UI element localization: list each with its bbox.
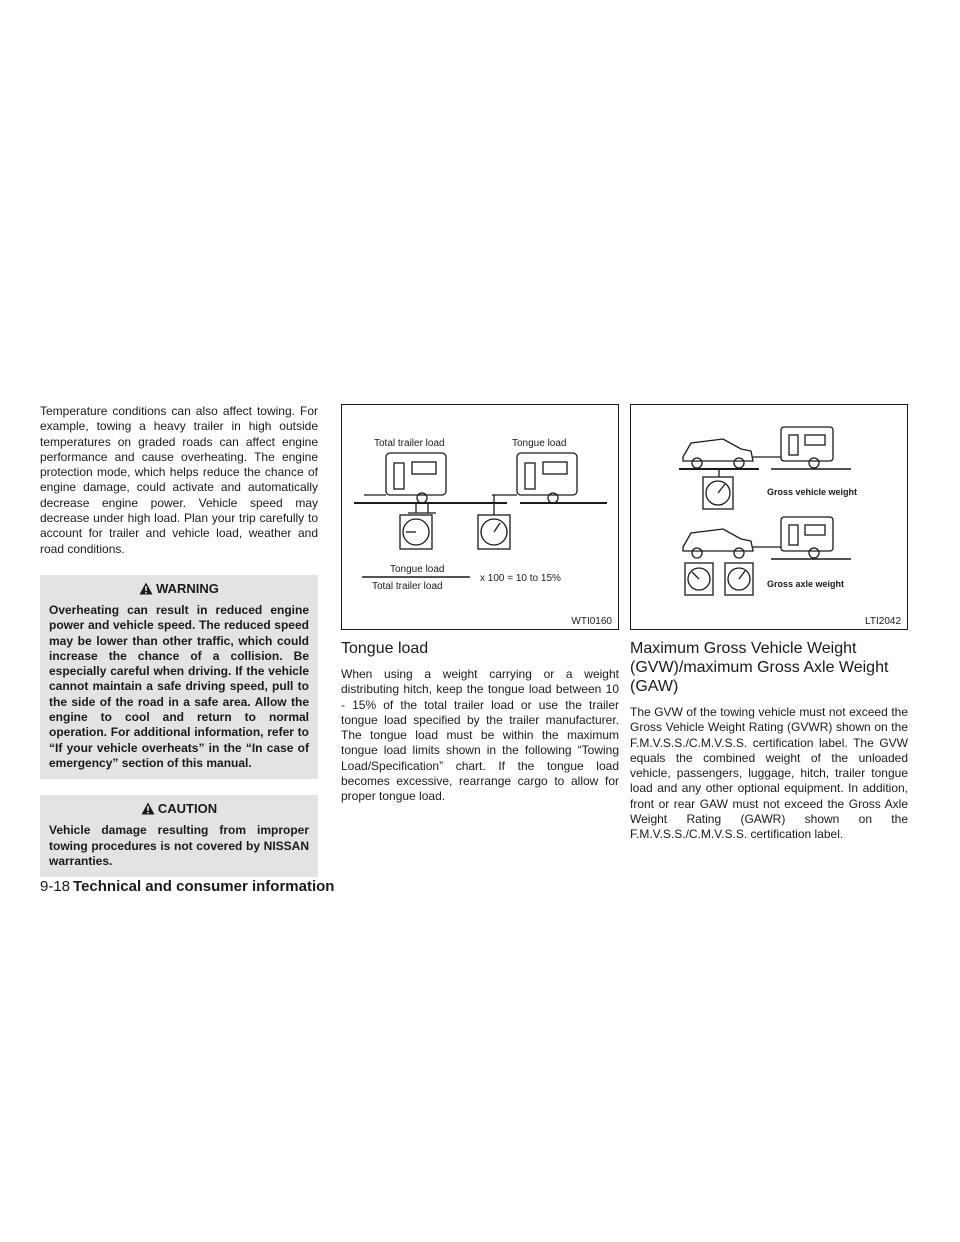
gross-weight-illustration [631, 405, 907, 629]
left-column [40, 404, 318, 877]
tongue-load-illustration [342, 405, 618, 629]
caution-text: Vehicle damage resulting from improper towing procedures is not covered by NISSAN warranties. [49, 823, 309, 868]
section-title: Technical and consumer information [73, 878, 335, 895]
caution-heading [49, 801, 309, 816]
gross-vehicle-weight-label: Gross vehicle weight [767, 487, 858, 497]
warning-heading [49, 581, 309, 596]
warning-text: Overheating can result in reduced engine power and vehicle speed. The reduced speed may be lower than other traffic, which could increase the chance of a collision. Be especially careful when driving. If the vehicle cannot maintain a safe driving speed, pull to the side of the road in a safe area. Allow the engine to cool and return to normal operation. For additional information, refer to “If your vehicle overheats” in the “In case of emergency” section of this manual. [49, 602, 309, 770]
tongue-load-formula: x 100 = 10 to 15% [480, 573, 561, 584]
caution-box [40, 795, 318, 877]
gvw-paragraph: The GVW of the towing vehicle must not exceed the Gross Vehicle Weight Rating (GVWR) shown on the F.M.V.S.S./C.M.V.S.S. certification label. The GVW equals the combined weight of the unloaded vehicle, passengers, luggage, hitch, trailer tongue load and any other optional equipment. In addition, front or rear GAW must not exceed the Gross Axle Weight Rating (GAWR) shown on the F.M.V.S.S./C.M.V.S.S. certification label. [630, 705, 908, 842]
gvw-heading: Maximum Gross Vehicle Weight (GVW)/maximum Gross Axle Weight (GAW) [630, 640, 889, 695]
fraction-numerator: Tongue load [390, 564, 445, 575]
warning-heading-label: WARNING [156, 580, 219, 596]
tongue-load-figure [341, 404, 619, 630]
caution-heading-label: CAUTION [157, 801, 218, 817]
right-column [630, 404, 908, 843]
total-trailer-load-label: Total trailer load [374, 438, 445, 449]
figure-code: WTI0160 [571, 616, 612, 627]
page-footer [40, 878, 334, 895]
page-number: 9-18 [40, 878, 71, 895]
tongue-load-paragraph: When using a weight carrying or a weight distributing hitch, keep the tongue load between 10 - 15% of the total trailer load or use the trailer tongue load specified by the trailer manufacturer. The tongue load must be within the maximum tongue load limits shown in the following “Towing Load/Specification” chart. If the tongue load becomes excessive, rearrange cargo to allow for proper tongue load. [341, 667, 619, 804]
gross-weight-figure [630, 404, 908, 630]
figure-code: LTI2042 [865, 616, 901, 627]
warning-box [40, 575, 318, 779]
intro-paragraph: Temperature conditions can also affect towing. For example, towing a heavy trailer in high outside temperatures on graded roads can affect engine performance and cause overheating. The engine protection mode, which helps reduce the chance of engine damage, could activate and automatically decrease engine power. Vehicle speed may decrease under high load. Plan your trip carefully to account for trailer and vehicle load, weather and road conditions. [40, 404, 318, 556]
tongue-load-heading: Tongue load [341, 640, 429, 657]
warning-triangle-icon [139, 582, 153, 595]
middle-column [341, 404, 619, 805]
tongue-load-label: Tongue load [512, 438, 567, 449]
caution-triangle-icon [141, 802, 155, 815]
gross-axle-weight-label: Gross axle weight [767, 579, 845, 589]
fraction-denominator: Total trailer load [372, 581, 443, 592]
